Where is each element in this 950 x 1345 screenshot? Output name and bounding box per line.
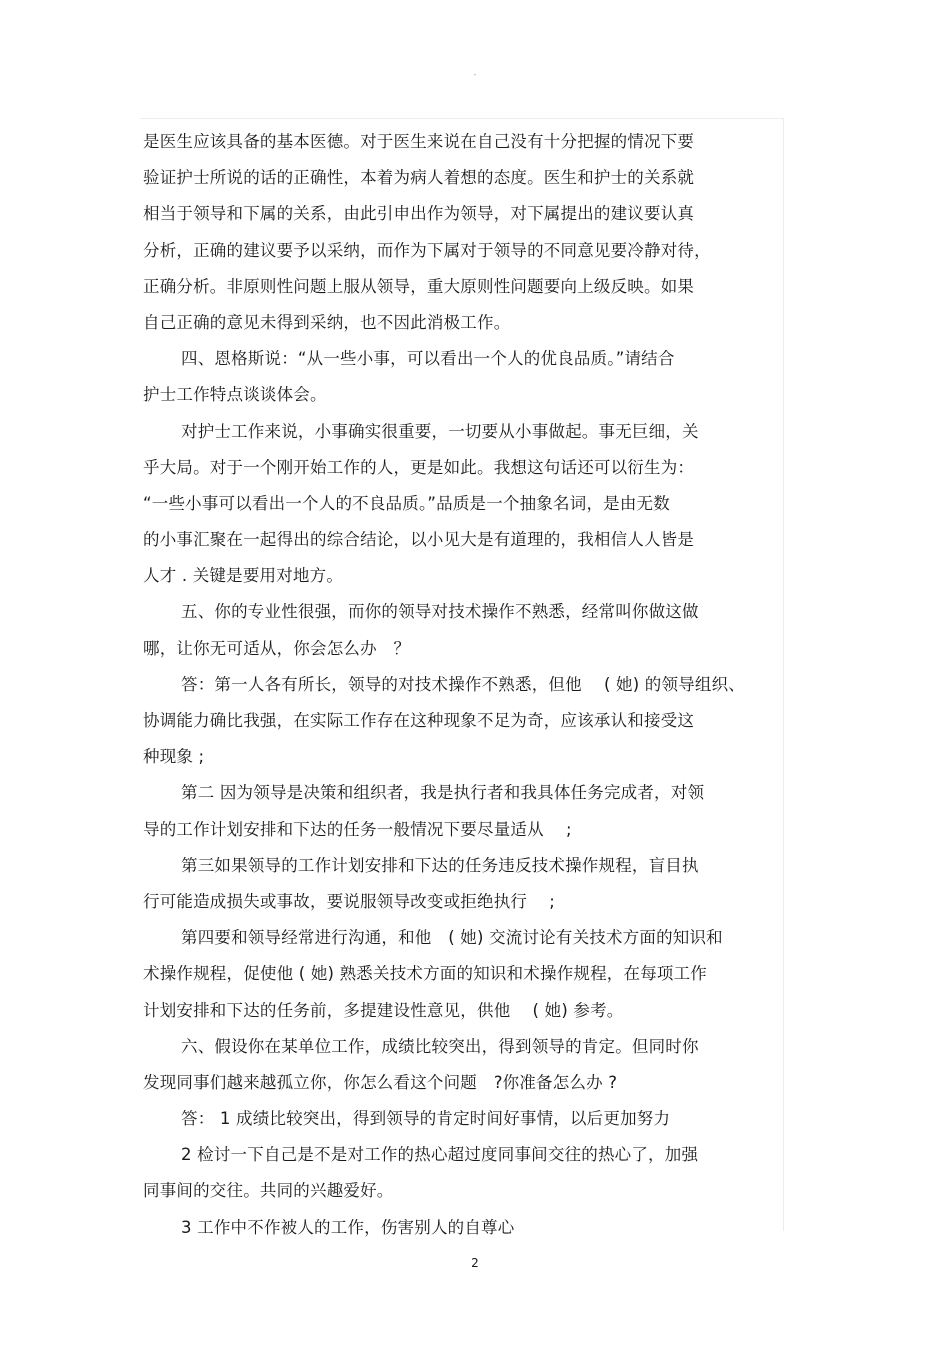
- text-line: 四、恩格斯说：“从一些小事，可以看出一个人的优良品质。”请结合: [181, 349, 675, 369]
- text-line: 相当于领导和下属的关系，由此引申出作为领导，对下属提出的建议要认真: [143, 204, 695, 224]
- document-body: [143, 124, 783, 1246]
- text-line: 是医生应该具备的基本医德。对于医生来说在自己没有十分把握的情况下要: [143, 132, 695, 151]
- text-line: 对护士工作来说，小事确实很重要，一切要从小事做起。事无巨细，关: [181, 421, 699, 441]
- text-line: 哪，让你无可适从，你会怎么办 ？: [143, 638, 411, 658]
- text-line: 种现象 ;: [143, 747, 205, 767]
- text-line: 术操作规程，促使他 ( 她) 熟悉关技术方面的知识和术操作规程，在每项工作: [143, 964, 708, 984]
- text-line: 答：第一人各有所长，领导的对技术操作不熟悉，但他 ( 她) 的领导组织、: [181, 674, 746, 694]
- text-line: 六、假设你在某单位工作，成绩比较突出，得到领导的肯定。但同时你: [181, 1036, 699, 1056]
- page-number: 2: [471, 1256, 479, 1270]
- text-line: 3 工作中不作被人的工作，伤害别人的自尊心: [181, 1217, 515, 1237]
- text-line: 护士工作特点谈谈体会。: [143, 385, 327, 405]
- text-line: 发现同事们越来越孤立你，你怎么看这个问题 ?你准备怎么办 ?: [143, 1072, 618, 1092]
- text-line: 导的工作计划安排和下达的任务一般情况下要尽量适从 ;: [143, 819, 572, 839]
- text-line: 的小事汇聚在一起得出的综合结论，以小见大是有道理的，我相信人人皆是: [143, 530, 695, 550]
- text-line: 人才 . 关键是要用对地方。: [143, 566, 344, 586]
- text-line: 第四要和领导经常进行沟通，和他 ( 她) 交流讨论有关技术方面的知识和: [181, 928, 723, 948]
- text-line: 行可能造成损失或事故，要说服领导改变或拒绝执行 ;: [143, 891, 556, 911]
- text-line: 分析，正确的建议要予以采纳，而作为下属对于领导的不同意见要冷静对待，: [143, 240, 711, 260]
- text-line: 五、你的专业性很强，而你的领导对技术操作不熟悉，经常叫你做这做: [181, 602, 699, 622]
- text-line: 第三如果领导的工作计划安排和下达的任务违反技术操作规程，盲目执: [181, 855, 699, 875]
- text-line: 正确分析。非原则性问题上服从领导，重大原则性问题要向上级反映。如果: [143, 276, 695, 296]
- text-line: 验证护士所说的话的正确性，本着为病人着想的态度。医生和护士的关系就: [143, 168, 695, 188]
- text-line: 第二 因为领导是决策和组织者，我是执行者和我具体任务完成者，对领: [181, 783, 705, 803]
- text-line: 乎大局。对于一个刚开始工作的人，更是如此。我想这句话还可以衍生为：: [143, 457, 695, 477]
- text-line: 自己正确的意见未得到采纳，也不因此消极工作。: [143, 312, 511, 332]
- text-line: 答： 1 成绩比较突出，得到领导的肯定时间好事情，以后更加努力: [181, 1109, 671, 1129]
- text-line: 2 检讨一下自己是不是对工作的热心超过度同事间交往的热心了，加强: [181, 1145, 699, 1165]
- header-mark: -: [473, 70, 477, 79]
- text-line: 同事间的交往。共同的兴趣爱好。: [143, 1181, 394, 1201]
- text-line: 计划安排和下达的任务前，多提建设性意见，供他 ( 她) 参考。: [143, 1000, 624, 1020]
- text-line: “一些小事可以看出一个人的不良品质。”品质是一个抽象名词，是由无数: [143, 493, 670, 513]
- text-line: 协调能力确比我强，在实际工作存在这种现象不足为奇，应该承认和接受这: [143, 711, 695, 730]
